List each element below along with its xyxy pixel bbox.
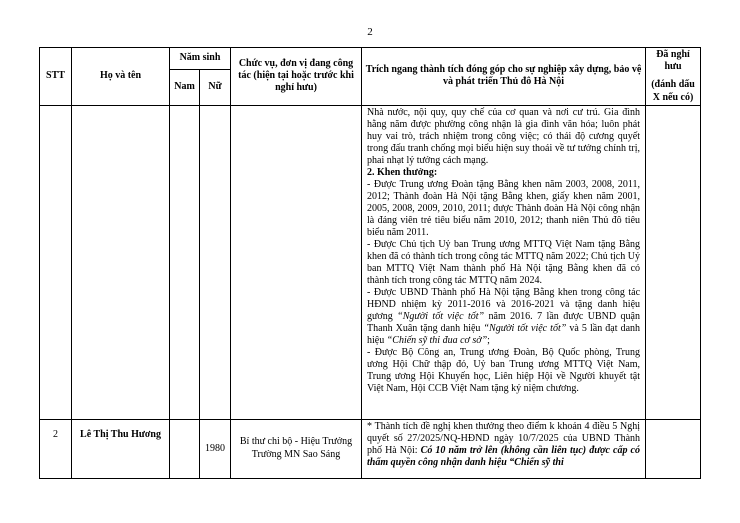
header-retired-note: (đánh dấu X nếu có) [651, 79, 695, 103]
header-male: Nam [170, 69, 200, 105]
header-retired [646, 48, 701, 106]
cell-stt: 2 [40, 419, 72, 478]
header-birth-year: Năm sinh [170, 48, 231, 70]
header-stt: STT [40, 48, 72, 106]
cell-male [170, 419, 200, 478]
cell-female: 1980 [200, 419, 231, 478]
cell-achievements: * Thành tích đề nghị khen thưởng theo điểm k khoản 4 điều 5 Nghị quyết số 27/2025/NQ-HĐND ngày 10/7/2025 của UBND Thành phố Hà Nội: Có 10 năm trở lên (không cần liên tục) được cấp có thẩm quyền công nhận danh hiệu “Chiến sỹ thi [362, 419, 646, 478]
cell-stt [40, 105, 72, 419]
cell-name [72, 105, 170, 419]
cell-retired [646, 105, 701, 419]
cell-position [231, 105, 362, 419]
cell-position: Bí thư chi bộ - Hiệu Trưởng Trường MN Sao Sáng [231, 419, 362, 478]
cell-male [170, 105, 200, 419]
table-header [40, 48, 701, 106]
header-female: Nữ [200, 69, 231, 105]
table-row [40, 105, 701, 419]
cell-achievements: Nhà nước, nội quy, quy chế của cơ quan và nơi cư trú. Gia đình hằng năm được phường công nhận là gia đình văn hóa; luôn phát huy vai trò, trách nhiệm trong công việc; có thái độ cương quyết trong đấu tranh chống mọi biểu hiện suy thoái về tư tưởng chính trị, phai nhạt lý tưởng cách mạng. 2. Khen thưởng: - Được Trung ương Đoàn tặng Bằng khen năm 2003, 2008, 2011, 2012; Thành đoàn Hà Nội tặng Bằng khen, giấy khen năm 2001, 2005, 2008, 2009, 2010, 2011; được Thành đoàn Hà Nội công nhận là đảng viên trẻ tiêu biểu năm 2010, 2012; thanh niên Thủ đô tiêu biểu năm 2011. - Được Chủ tịch Uỷ ban Trung ương MTTQ Việt Nam tặng Bằng khen đã có thành tích trong công tác MTTQ năm 2022; Chủ tịch Uỷ ban MTTQ Việt Nam thành phố Hà Nội tặng Bằng khen đã có thành tích trong công tác MTTQ năm 2024. - Được UBND Thành phố Hà Nội tặng Bằng khen trong công tác HĐND nhiệm kỳ 2011-2016 và 2016-2021 và tặng danh hiệu gương “Người tốt việc tốt” năm 2016. 7 lần được UBND quận Thanh Xuân tặng danh hiệu “Người tốt việc tốt” và 5 lần đạt danh hiệu “Chiến sỹ thi đua cơ sở”; - Được Bộ Công an, Trung ương Đoàn, Bộ Quốc phòng, Trung ương Hội Chữ thập đỏ, Uỷ ban Trung ương MTTQ Việt Nam, Trung ương Hội Khuyến học, Liên hiệp Hội về Người khuyết tật Việt Nam, Hội CCB Việt Nam tặng kỷ niệm chương. [362, 105, 646, 419]
cell-name: Lê Thị Thu Hương [72, 419, 170, 478]
header-achievements: Trích ngang thành tích đóng góp cho sự nghiệp xây dựng, bảo vệ và phát triển Thủ đô Hà Nội [362, 48, 646, 106]
page-number: 2 [367, 26, 373, 38]
table-row [40, 419, 701, 478]
header-name: Họ và tên [72, 48, 170, 106]
cell-retired [646, 419, 701, 478]
header-position: Chức vụ, đơn vị đang công tác (hiện tại hoặc trước khi nghỉ hưu) [231, 48, 362, 106]
achievements-table [39, 47, 701, 479]
header-retired-label: Đã nghỉ hưu [656, 49, 690, 73]
cell-female [200, 105, 231, 419]
